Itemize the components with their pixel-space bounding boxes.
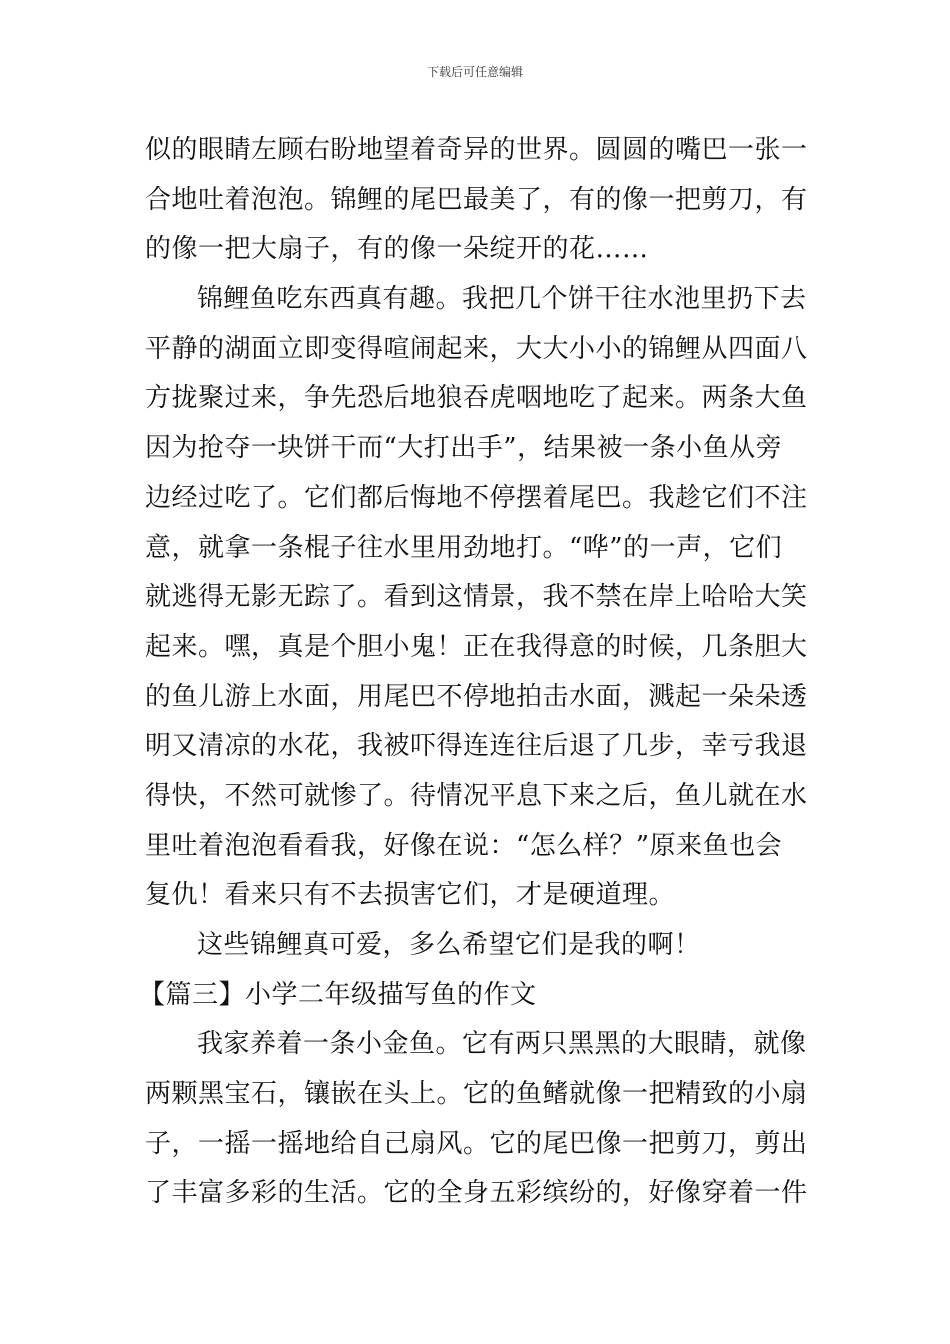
- text-line: 合地吐着泡泡。锦鲤的尾巴最美了，有的像一把剪刀，有: [145, 184, 808, 215]
- text-line: 似的眼睛左顾右盼地望着奇异的世界。圆圆的嘴巴一张一: [145, 135, 808, 165]
- text-line: 就逃得无影无踪了。看到这情景，我不禁在岸上哈哈大笑: [145, 582, 808, 613]
- text-line: 起来。嘿，真是个胆小鬼！正在我得意的时候，几条胆大: [145, 631, 808, 662]
- paragraph-start: 我家养着一条小金鱼。它有两只黑黑的大眼睛，就像: [197, 1029, 807, 1060]
- paragraph-start: 锦鲤鱼吃东西真有趣。我把几个饼干往水池里扔下去: [197, 284, 807, 315]
- document-body: [139, 126, 810, 1219]
- text-line: 得快，不然可就惨了。待情况平息下来之后，鱼儿就在水: [145, 780, 808, 811]
- text-line: 子，一摇一摇地给自己扇风。它的尾巴像一把剪刀，剪出: [145, 1128, 808, 1159]
- text-line: 边经过吃了。它们都后悔地不停摆着尾巴。我趁它们不注: [145, 482, 808, 513]
- section-heading: 【篇三】小学二年级描写鱼的作文: [139, 979, 537, 1010]
- text-line: 复仇！看来只有不去损害它们，才是硬道理。: [145, 880, 676, 911]
- text-line: 意，就拿一条棍子往水里用劲地打。“哗”的一声，它们: [145, 532, 783, 563]
- text-line: 平静的湖面立即变得喧闹起来，大大小小的锦鲤从四面八: [145, 333, 808, 364]
- text-line: 的鱼儿游上水面，用尾巴不停地拍击水面，溅起一朵朵透: [145, 681, 808, 712]
- text-line: 了丰富多彩的生活。它的全身五彩缤纷的，好像穿着一件: [145, 1178, 808, 1209]
- text-line: 明又清凉的水花，我被吓得连连往后退了几步，幸亏我退: [145, 731, 808, 762]
- paragraph-start: 这些锦鲤真可爱，多么希望它们是我的啊！: [197, 930, 701, 960]
- page-header: 下载后可任意编辑: [426, 65, 523, 79]
- text-line: 因为抢夺一块饼干而“大打出手”，结果被一条小鱼从旁: [145, 433, 783, 464]
- text-line: 里吐着泡泡看看我，好像在说：“怎么样？”原来鱼也会: [145, 830, 783, 861]
- text-line: 两颗黑宝石，镶嵌在头上。它的鱼鳍就像一把精致的小扇: [145, 1079, 808, 1110]
- text-line: 方拢聚过来，争先恐后地狼吞虎咽地吃了起来。两条大鱼: [145, 383, 808, 414]
- text-line: 的像一把大扇子，有的像一朵绽开的花……: [145, 234, 649, 265]
